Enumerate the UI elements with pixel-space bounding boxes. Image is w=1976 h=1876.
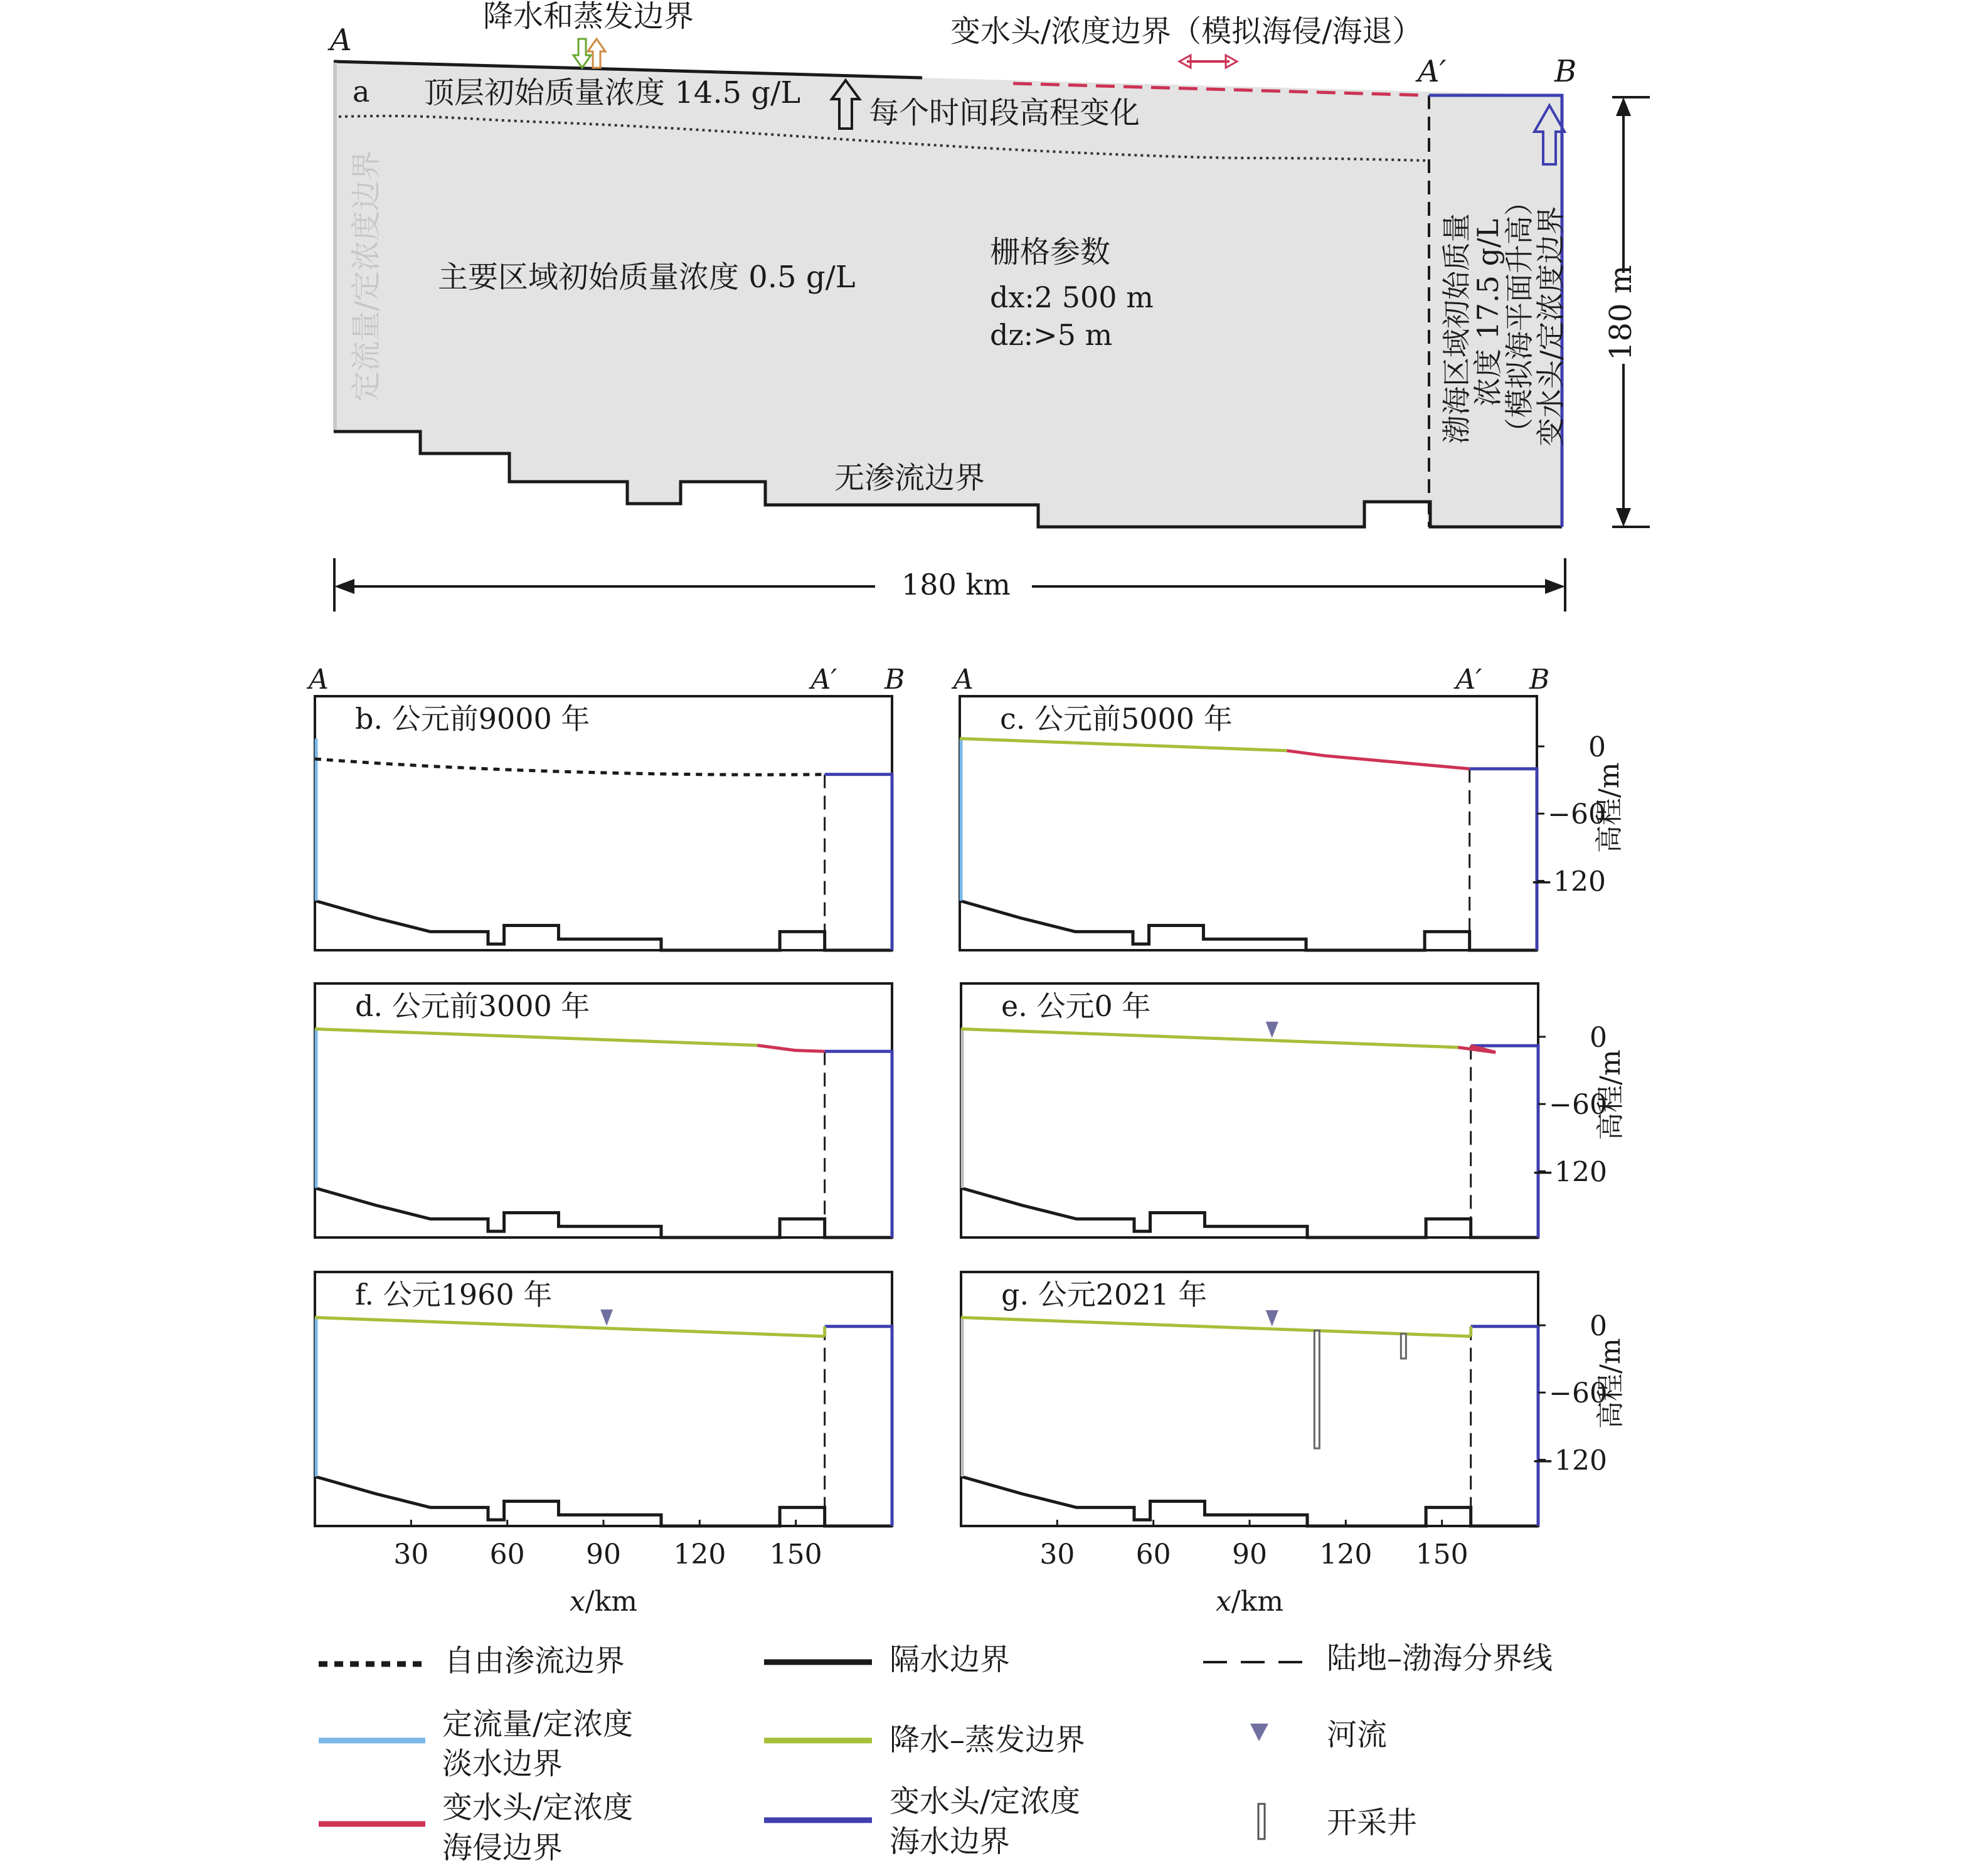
legend-sea-label-2: 海水边界 <box>890 1824 1011 1859</box>
panel-c <box>951 664 1625 950</box>
legend-impermeable-label: 隔水边界 <box>890 1642 1011 1677</box>
panel-g <box>961 1272 1627 1618</box>
impermeable-boundary <box>315 1188 892 1237</box>
legend-precip-evap-label: 降水–蒸发边界 <box>890 1722 1086 1757</box>
x-tick-label: 30 <box>1039 1539 1075 1571</box>
legend-free-seepage-label: 自由渗流边界 <box>444 1643 625 1678</box>
panel-point-label: B <box>884 664 905 696</box>
bohai-label-4: 变水头/定浓度边界 <box>1534 206 1568 447</box>
x-tick-label: 120 <box>1319 1539 1373 1571</box>
depth-label: 180 m <box>1603 265 1639 361</box>
grid-title-label: 栅格参数 <box>990 235 1111 270</box>
precip-evap-label: 降水和蒸发边界 <box>483 0 694 34</box>
precip-evap-arrows-icon <box>573 39 605 68</box>
panel-title: e. 公元0 年 <box>1001 989 1151 1023</box>
sea-boundary <box>825 1327 892 1526</box>
free-seepage-boundary <box>315 759 825 775</box>
x-tick-label: 120 <box>673 1539 726 1571</box>
intrusion-boundary <box>757 1046 824 1052</box>
panel-d <box>315 983 892 1237</box>
y-axis-label: 高程/m <box>1593 762 1625 853</box>
y-tick-label: −60 <box>1549 1089 1607 1121</box>
legend <box>319 1641 1553 1865</box>
shift-double-arrow-icon <box>1179 55 1237 68</box>
y-axis-label: 高程/m <box>1595 1049 1627 1140</box>
y-tick-label: −120 <box>1531 1156 1607 1189</box>
bohai-label-1: 渤海区域初始质量 <box>1440 213 1474 444</box>
time-slice-panels <box>306 664 1627 1618</box>
legend-well-label: 开采井 <box>1327 1805 1418 1840</box>
panel-title: c. 公元前5000 年 <box>1000 702 1233 736</box>
sea-boundary <box>825 775 892 950</box>
sea-boundary <box>1471 1327 1538 1526</box>
precip-evap-boundary <box>315 1317 825 1336</box>
panel-point-label: A′ <box>810 664 837 696</box>
legend-fixed-flux-label-1: 定流量/定浓度 <box>442 1707 634 1742</box>
panel-e <box>961 983 1627 1237</box>
panel-point-label: A <box>953 664 974 696</box>
top-layer-label: 顶层初始质量浓度 14.5 g/L <box>424 75 801 110</box>
impermeable-boundary <box>960 901 1537 950</box>
legend-river-label: 河流 <box>1327 1717 1388 1752</box>
legend-fixed-flux-label-2: 淡水边界 <box>442 1746 563 1781</box>
dz-label: dz:>5 m <box>990 318 1113 352</box>
legend-well-icon <box>1258 1804 1265 1839</box>
precip-evap-boundary <box>961 1317 1471 1336</box>
y-tick-label: −120 <box>1531 1444 1607 1477</box>
y-tick-label: −60 <box>1548 798 1606 831</box>
sea-boundary <box>1471 1046 1538 1237</box>
bohai-label-3: （模拟海平面升高） <box>1502 187 1536 447</box>
panel-b <box>306 664 905 950</box>
bohai-label-2: 浓度 17.5 g/L <box>1471 218 1505 406</box>
panel-point-label: A <box>309 664 329 696</box>
x-tick-label: 90 <box>1232 1539 1267 1571</box>
panel-title: b. 公元前9000 年 <box>355 702 590 736</box>
impermeable-boundary <box>315 901 892 950</box>
dx-label: dx:2 500 m <box>990 280 1154 314</box>
elevation-change-label: 每个时间段高程变化 <box>869 95 1140 130</box>
y-tick-label: 0 <box>1590 1310 1607 1342</box>
sea-boundary <box>825 1051 892 1237</box>
legend-land-sea-label: 陆地–渤海分界线 <box>1327 1641 1553 1676</box>
x-axis-label: x/km <box>569 1586 638 1618</box>
x-tick-label: 60 <box>489 1539 525 1571</box>
x-tick-label: 150 <box>1415 1539 1469 1571</box>
panel-point-label: B <box>1529 664 1550 696</box>
var-head-label: 变水头/浓度边界（模拟海侵/海退） <box>950 14 1423 49</box>
precip-evap-boundary <box>961 1029 1458 1047</box>
impermeable-boundary <box>315 1476 892 1526</box>
x-axis-label: x/km <box>1215 1586 1284 1618</box>
well-icon <box>1314 1331 1319 1449</box>
panel-a <box>327 0 1650 612</box>
x-tick-label: 60 <box>1135 1539 1171 1571</box>
impermeable-boundary <box>961 1188 1538 1237</box>
well-icon <box>1401 1334 1406 1359</box>
y-axis-label: 高程/m <box>1595 1338 1627 1429</box>
no-flow-label: 无渗流边界 <box>834 460 985 495</box>
sea-boundary <box>1470 769 1537 950</box>
intrusion-boundary <box>1287 751 1469 769</box>
precip-evap-boundary <box>315 1029 757 1045</box>
precip-evap-boundary <box>960 738 1287 750</box>
river-icon <box>1266 1022 1278 1038</box>
river-icon <box>1266 1310 1278 1327</box>
y-tick-label: −60 <box>1549 1377 1607 1410</box>
x-tick-label: 90 <box>586 1539 621 1571</box>
legend-intrusion-label-1: 变水头/定浓度 <box>442 1790 634 1825</box>
impermeable-boundary <box>961 1476 1538 1526</box>
river-icon <box>600 1310 613 1326</box>
x-tick-label: 150 <box>769 1539 822 1571</box>
legend-sea-label-1: 变水头/定浓度 <box>890 1784 1081 1819</box>
left-boundary-label: 定流量/定浓度边界 <box>349 150 384 401</box>
y-tick-label: 0 <box>1590 1022 1607 1054</box>
point-b-label: B <box>1554 54 1577 89</box>
panel-point-label: A′ <box>1455 664 1482 696</box>
point-a-label: A <box>330 23 352 58</box>
y-tick-label: −120 <box>1530 866 1606 898</box>
point-a-prime-label: A′ <box>1418 54 1447 89</box>
legend-river-icon <box>1250 1724 1268 1741</box>
legend-intrusion-label-2: 海侵边界 <box>442 1830 563 1865</box>
main-region-label: 主要区域初始质量浓度 0.5 g/L <box>438 260 856 295</box>
panel-title: d. 公元前3000 年 <box>355 989 590 1023</box>
y-tick-label: 0 <box>1588 731 1606 763</box>
width-label: 180 km <box>901 568 1011 601</box>
panel-title: g. 公元2021 年 <box>1001 1278 1208 1312</box>
panel-id-a: a <box>353 75 370 109</box>
panel-title: f. 公元1960 年 <box>355 1278 553 1312</box>
x-tick-label: 30 <box>393 1539 429 1571</box>
panel-f <box>315 1272 892 1618</box>
